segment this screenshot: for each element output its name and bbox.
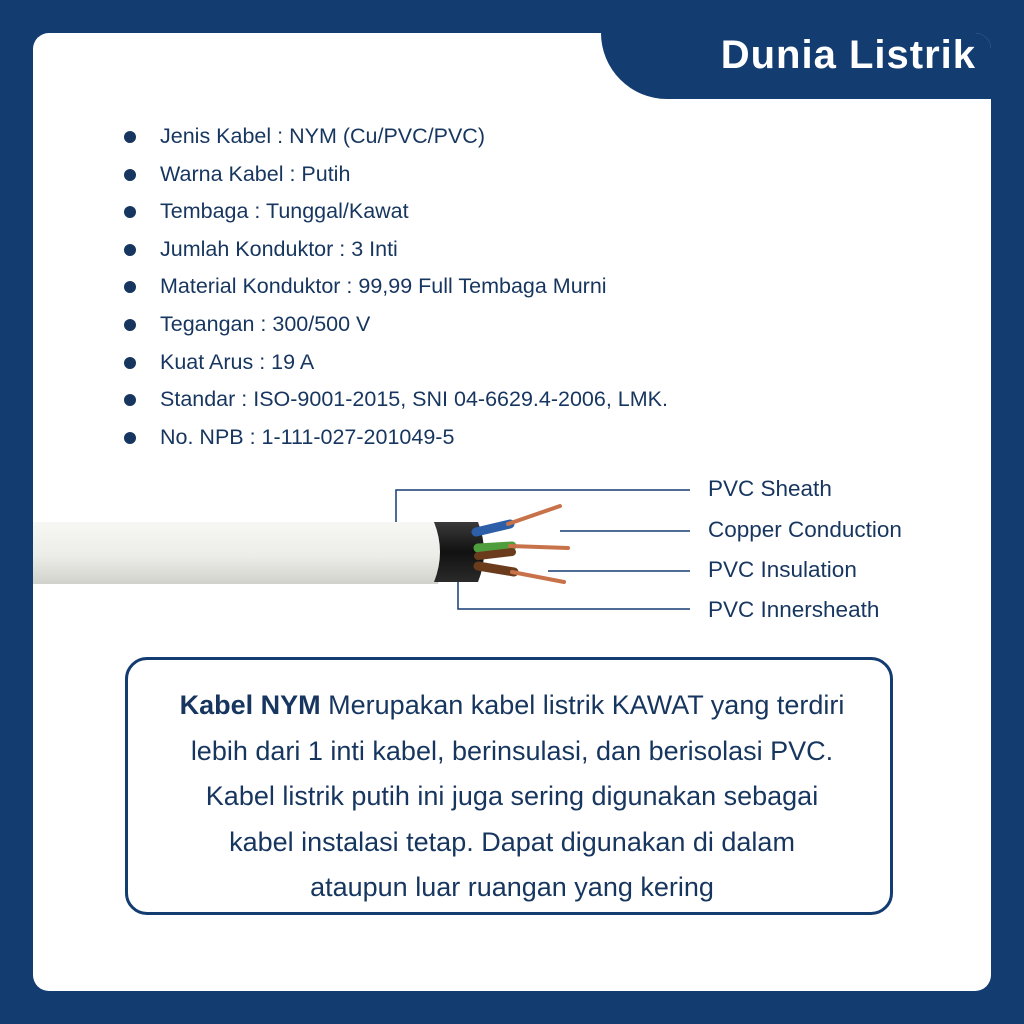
spec-text: No. NPB : 1-111-027-201049-5	[160, 424, 455, 449]
spec-text: Jumlah Konduktor : 3 Inti	[160, 236, 398, 261]
leader-line-innersheath	[458, 582, 690, 609]
copper-conductor	[508, 506, 560, 524]
spec-text: Kuat Arus : 19 A	[160, 349, 315, 374]
description-bold: Kabel NYM	[179, 690, 321, 720]
description-box	[125, 657, 893, 915]
label-pvc-insulation: PVC Insulation	[708, 557, 857, 582]
spec-text: Tembaga : Tunggal/Kawat	[160, 199, 409, 224]
description-line: kabel instalasi tetap. Dapat digunakan di dalam	[229, 826, 795, 857]
pvc-sheath-shape	[33, 522, 445, 584]
spec-text: Material Konduktor : 99,99 Full Tembaga Murni	[160, 274, 607, 299]
description-line: Merupakan kabel listrik KAWAT yang terdiri	[328, 690, 845, 720]
copper-conductor	[510, 546, 568, 548]
spec-text: Jenis Kabel : NYM (Cu/PVC/PVC)	[160, 124, 485, 148]
brand-logo-text: Dunia Listrik	[720, 33, 976, 77]
label-copper-conduction: Copper Conduction	[708, 517, 902, 542]
spec-text: Standar : ISO-9001-2015, SNI 04-6629.4-2006, LMK.	[160, 387, 668, 412]
wire-green	[478, 546, 512, 548]
spec-text: Tegangan : 300/500 V	[160, 311, 371, 336]
description-line: Kabel listrik putih ini juga sering digunakan sebagai	[205, 781, 819, 811]
description-line: ataupun luar ruangan yang kering	[310, 872, 714, 902]
wire-blue	[476, 524, 510, 532]
spec-text: Warna Kabel : Putih	[160, 161, 351, 186]
wire-brown-bottom	[478, 566, 514, 572]
label-pvc-sheath: PVC Sheath	[708, 476, 832, 501]
description-line: lebih dari 1 inti kabel, berinsulasi, dan berisolasi PVC.	[190, 735, 834, 766]
wire-brown-top	[478, 552, 512, 556]
leader-line-sheath	[396, 490, 690, 522]
label-pvc-innersheath: PVC Innersheath	[708, 597, 880, 622]
copper-conductor	[512, 572, 564, 582]
description-text	[128, 683, 896, 911]
